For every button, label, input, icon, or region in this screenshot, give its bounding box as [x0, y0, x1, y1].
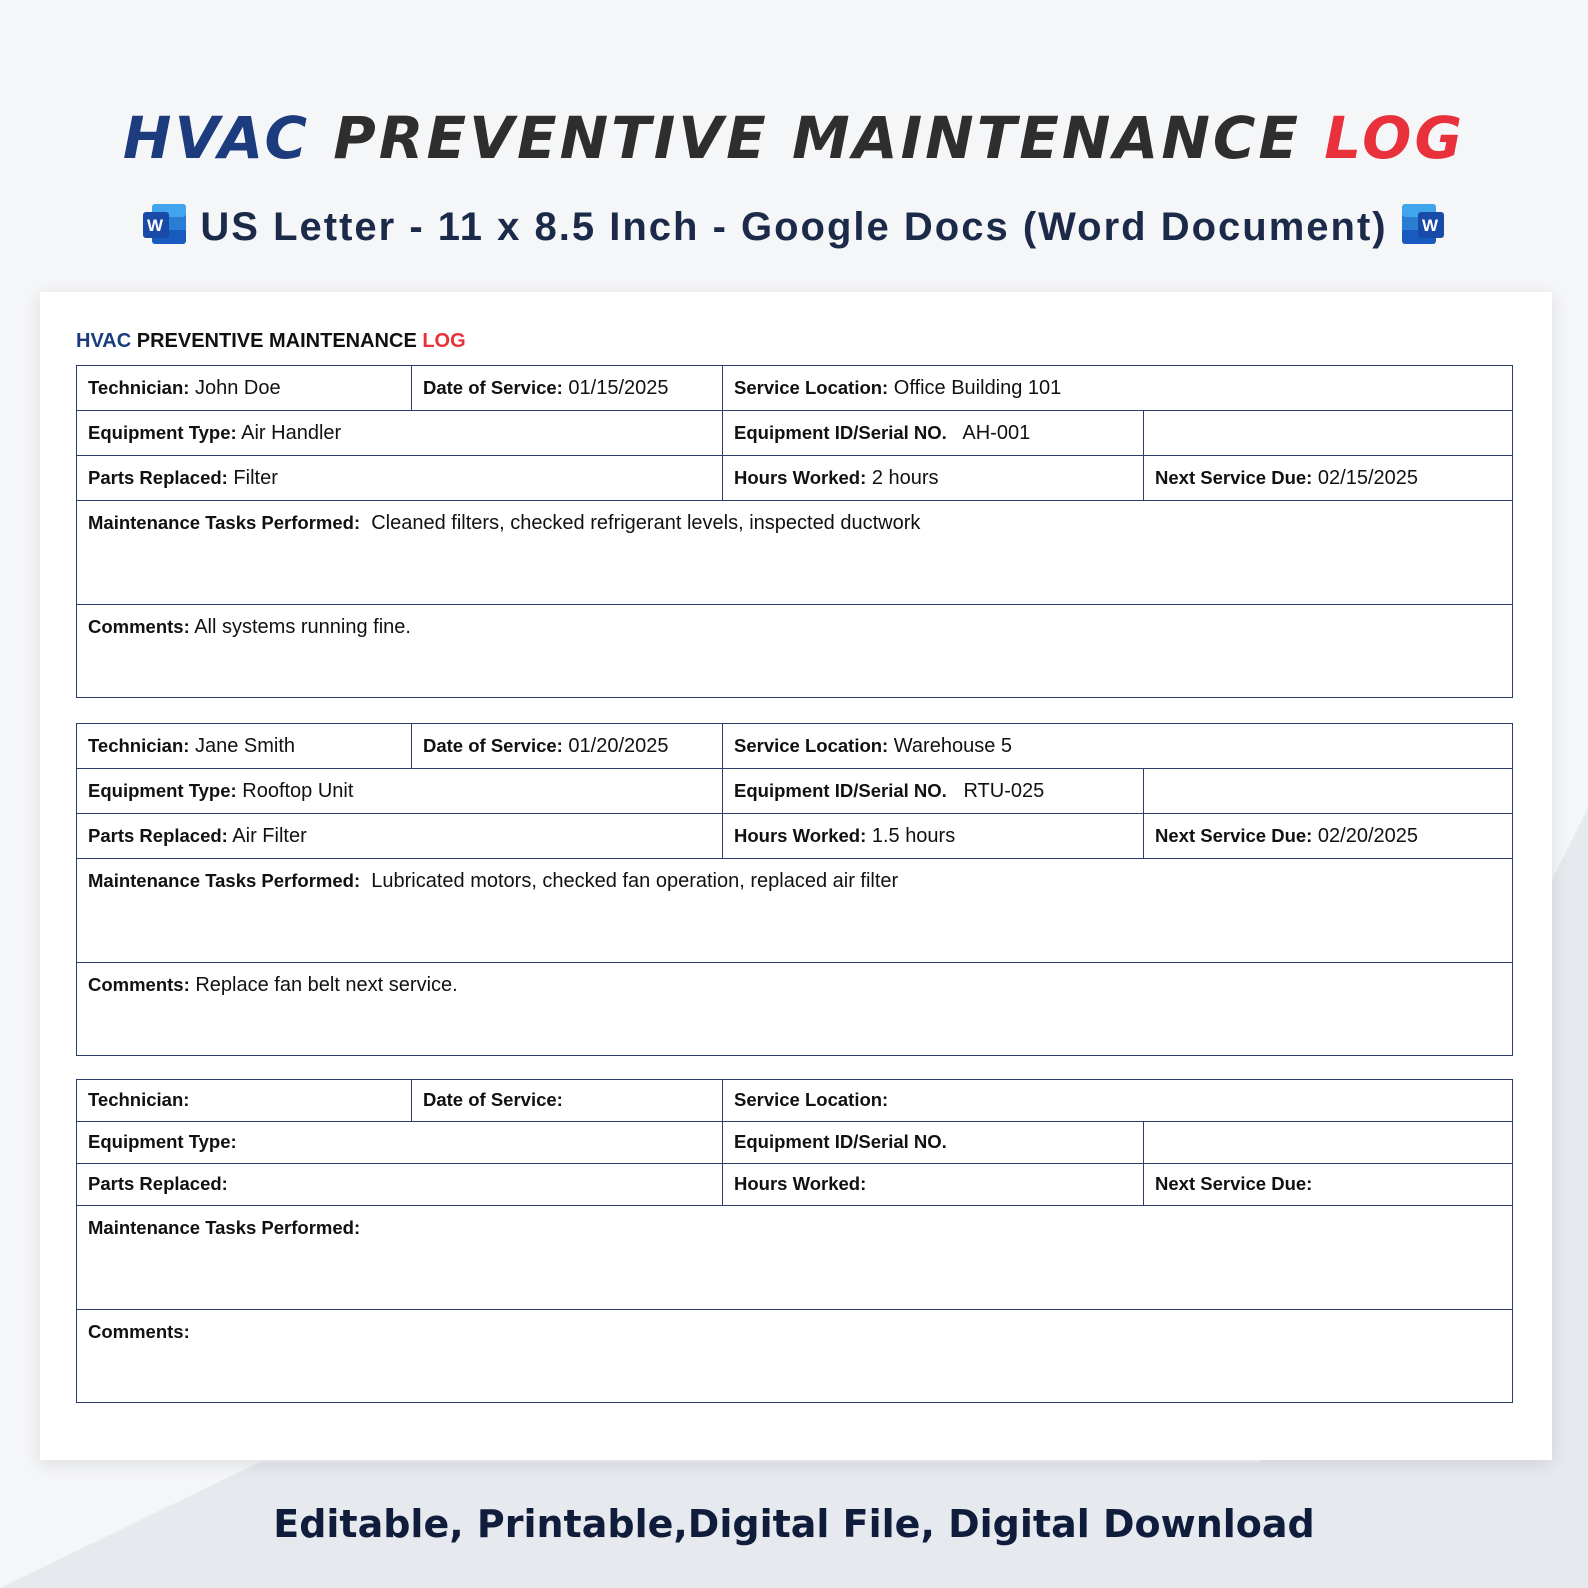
parts-replaced-value: Air Filter: [232, 824, 307, 847]
parts-replaced-label: Parts Replaced:: [88, 1173, 228, 1194]
table-row: [77, 1080, 1513, 1122]
hours-worked-label: Hours Worked:: [734, 1173, 867, 1194]
log-entry-table: [76, 365, 1513, 698]
hours-worked-value: 2 hours: [871, 466, 939, 489]
equipment-id-cell[interactable]: [723, 769, 1144, 814]
tasks-label: Maintenance Tasks Performed:: [88, 512, 361, 533]
table-row: [77, 366, 1513, 411]
table-row: [77, 1122, 1513, 1164]
parts-replaced-cell[interactable]: [77, 814, 723, 859]
log-entry-table: [76, 723, 1513, 1056]
comments-label: Comments:: [88, 974, 190, 995]
tasks-label: Maintenance Tasks Performed:: [88, 1217, 361, 1238]
date-of-service-cell[interactable]: [412, 366, 723, 411]
technician-cell[interactable]: [77, 724, 412, 769]
comments-cell[interactable]: [77, 605, 1513, 698]
next-service-due-cell[interactable]: [1144, 456, 1513, 501]
next-service-due-value: 02/20/2025: [1317, 824, 1418, 847]
service-location-label: Service Location:: [734, 734, 889, 756]
equipment-type-cell[interactable]: [77, 769, 723, 814]
service-location-label: Service Location:: [734, 1089, 889, 1110]
technician-label: Technician:: [88, 734, 190, 756]
next-service-due-label: Next Service Due:: [1155, 824, 1313, 846]
hours-worked-cell[interactable]: [723, 1164, 1144, 1206]
equipment-type-label: Equipment Type:: [88, 421, 237, 443]
service-location-label: Service Location:: [734, 376, 889, 398]
equipment-id-label: Equipment ID/Serial NO.: [734, 421, 947, 443]
parts-replaced-label: Parts Replaced:: [88, 466, 228, 488]
date-of-service-label: Date of Service:: [423, 734, 563, 756]
date-of-service-label: Date of Service:: [423, 376, 563, 398]
table-row: [77, 1206, 1513, 1310]
hours-worked-value: 1.5 hours: [871, 824, 956, 847]
next-service-due-label: Next Service Due:: [1155, 1173, 1313, 1194]
equipment-type-label: Equipment Type:: [88, 1131, 237, 1152]
next-service-due-value: 02/15/2025: [1317, 466, 1418, 489]
sheet-title-hvac: HVAC: [76, 330, 132, 352]
blank-cell[interactable]: [1144, 769, 1513, 814]
equipment-id-value: RTU-025: [963, 779, 1045, 802]
technician-cell[interactable]: [77, 1080, 412, 1122]
equipment-type-cell[interactable]: [77, 1122, 723, 1164]
word-document-icon: [142, 202, 188, 256]
table-row: [77, 769, 1513, 814]
equipment-type-cell[interactable]: [77, 411, 723, 456]
date-of-service-cell[interactable]: [412, 1080, 723, 1122]
tasks-cell[interactable]: [77, 859, 1513, 963]
parts-replaced-value: Filter: [233, 466, 278, 489]
hours-worked-cell[interactable]: [723, 456, 1144, 501]
tasks-cell[interactable]: [77, 501, 1513, 605]
technician-label: Technician:: [88, 1089, 190, 1110]
next-service-due-label: Next Service Due:: [1155, 466, 1313, 488]
equipment-id-value: AH-001: [962, 421, 1031, 444]
next-service-due-cell[interactable]: [1144, 1164, 1513, 1206]
date-of-service-value: 01/20/2025: [568, 734, 669, 757]
hero-title-log: LOG: [1324, 104, 1466, 172]
table-row: [77, 411, 1513, 456]
technician-value: Jane Smith: [195, 734, 296, 757]
comments-value: Replace fan belt next service.: [195, 974, 458, 996]
technician-label: Technician:: [88, 376, 190, 398]
table-row: [77, 1164, 1513, 1206]
service-location-cell[interactable]: [723, 1080, 1513, 1122]
table-row: [77, 963, 1513, 1056]
hours-worked-label: Hours Worked:: [734, 824, 867, 846]
hero-subtitle-text: US Letter - 11 x 8.5 Inch - Google Docs (Word Document): [200, 205, 1388, 249]
date-of-service-label: Date of Service:: [423, 1089, 563, 1110]
log-entry-table: [76, 1079, 1513, 1403]
word-document-icon: [1400, 202, 1446, 256]
parts-replaced-cell[interactable]: [77, 456, 723, 501]
technician-cell[interactable]: [77, 366, 412, 411]
blank-cell[interactable]: [1144, 411, 1513, 456]
equipment-type-value: Rooftop Unit: [242, 779, 354, 802]
hours-worked-label: Hours Worked:: [734, 466, 867, 488]
parts-replaced-label: Parts Replaced:: [88, 824, 228, 846]
hero-subtitle: [0, 202, 1588, 256]
equipment-type-label: Equipment Type:: [88, 779, 237, 801]
tasks-value: Lubricated motors, checked fan operation, replaced air filter: [371, 870, 899, 892]
equipment-type-value: Air Handler: [241, 421, 342, 444]
service-location-value: Warehouse 5: [893, 734, 1012, 757]
sheet-title: [76, 330, 466, 353]
comments-cell[interactable]: [77, 1310, 1513, 1403]
hero-title-main: PREVENTIVE MAINTENANCE: [333, 104, 1302, 172]
table-row: [77, 1310, 1513, 1403]
equipment-id-cell[interactable]: [723, 1122, 1144, 1164]
table-row: [77, 605, 1513, 698]
service-location-cell[interactable]: [723, 366, 1513, 411]
table-row: [77, 859, 1513, 963]
date-of-service-value: 01/15/2025: [568, 376, 669, 399]
table-row: [77, 814, 1513, 859]
table-row: [77, 501, 1513, 605]
service-location-cell[interactable]: [723, 724, 1513, 769]
sheet-title-main: PREVENTIVE MAINTENANCE: [136, 330, 417, 352]
svg-text:W: W: [147, 216, 166, 235]
hours-worked-cell[interactable]: [723, 814, 1144, 859]
hero-title: [0, 104, 1588, 172]
equipment-id-label: Equipment ID/Serial NO.: [734, 1131, 947, 1152]
blank-cell[interactable]: [1144, 1122, 1513, 1164]
hero-title-hvac: HVAC: [122, 104, 311, 172]
table-row: [77, 456, 1513, 501]
svg-text:W: W: [1421, 216, 1440, 235]
document-sheet: [40, 292, 1552, 1460]
comments-label: Comments:: [88, 616, 190, 637]
tasks-cell[interactable]: [77, 1206, 1513, 1310]
table-row: [77, 724, 1513, 769]
comments-label: Comments:: [88, 1321, 190, 1342]
sheet-title-log: LOG: [422, 330, 466, 352]
footer-tagline: Editable, Printable,Digital File, Digital Download: [273, 1502, 1315, 1546]
tasks-value: Cleaned filters, checked refrigerant levels, inspected ductwork: [371, 512, 921, 534]
date-of-service-cell[interactable]: [412, 724, 723, 769]
comments-cell[interactable]: [77, 963, 1513, 1056]
next-service-due-cell[interactable]: [1144, 814, 1513, 859]
equipment-id-cell[interactable]: [723, 411, 1144, 456]
technician-value: John Doe: [195, 376, 281, 399]
equipment-id-label: Equipment ID/Serial NO.: [734, 779, 947, 801]
parts-replaced-cell[interactable]: [77, 1164, 723, 1206]
tasks-label: Maintenance Tasks Performed:: [88, 870, 361, 891]
comments-value: All systems running fine.: [194, 616, 411, 638]
service-location-value: Office Building 101: [893, 376, 1062, 399]
